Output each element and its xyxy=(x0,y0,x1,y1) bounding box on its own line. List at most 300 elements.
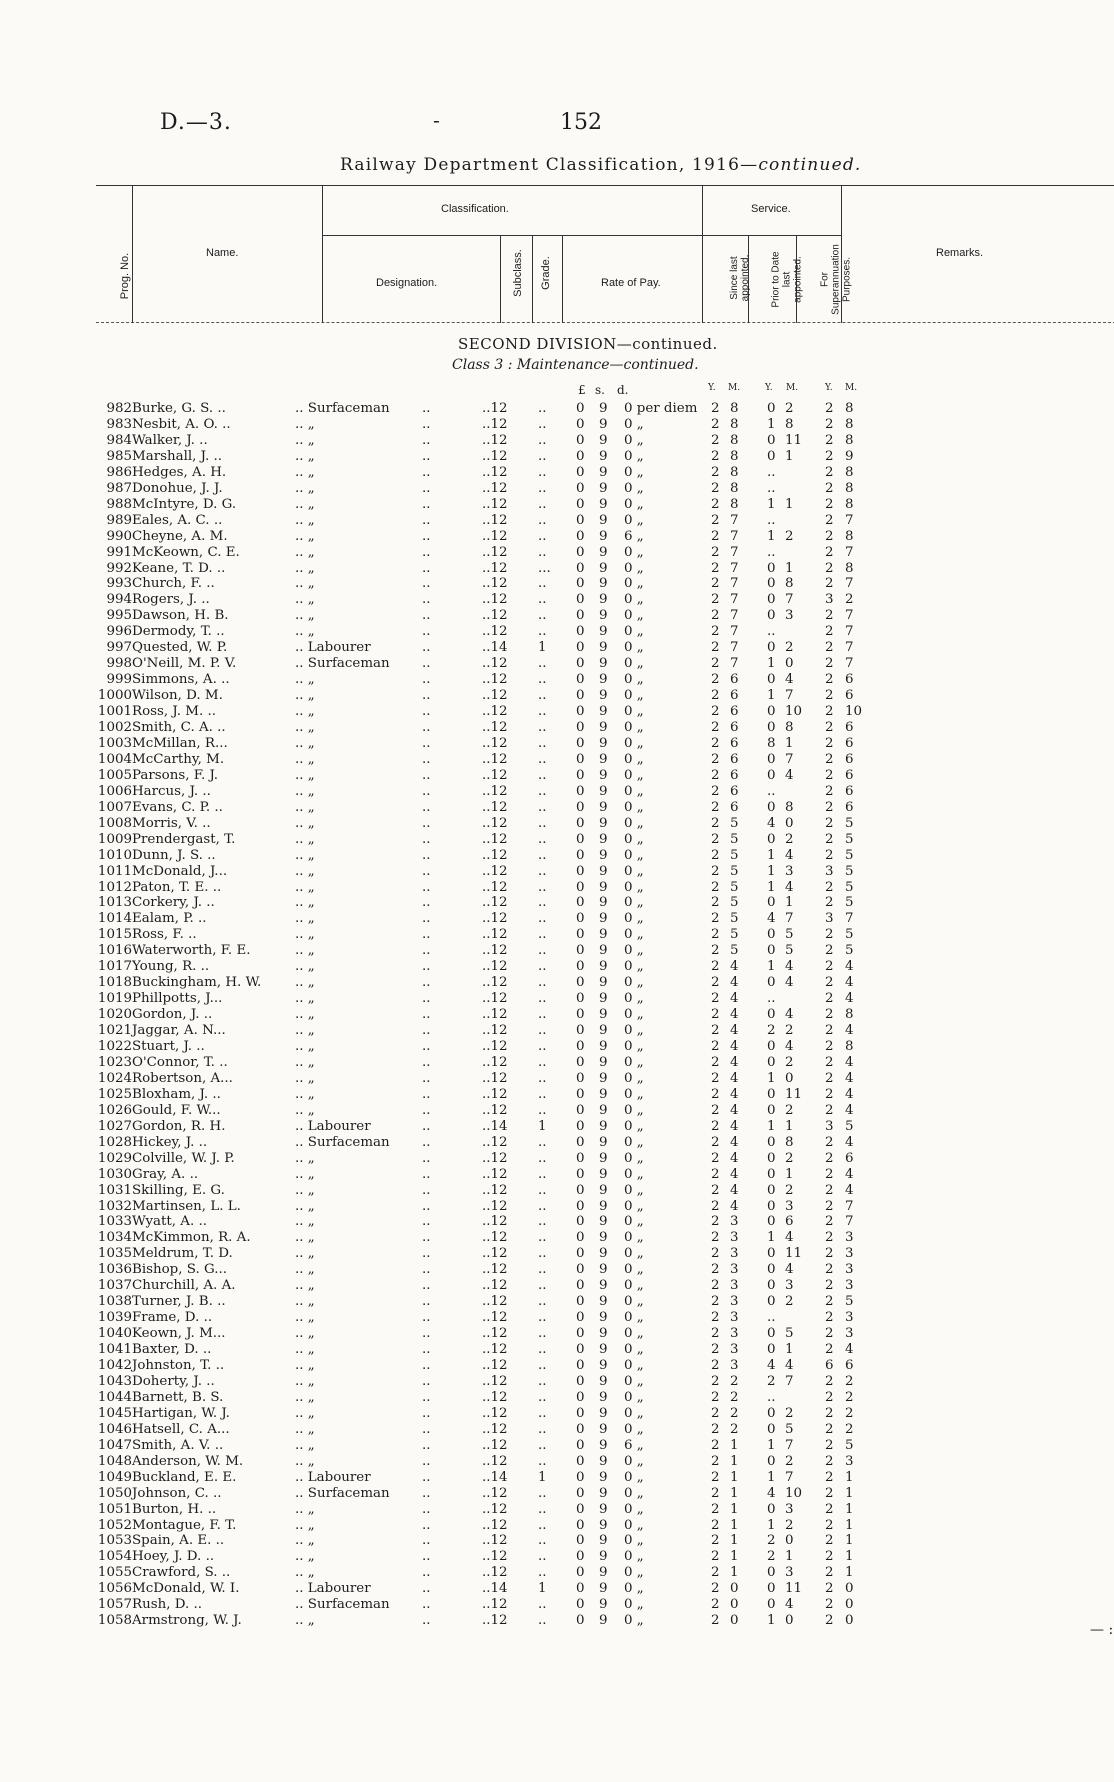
prior-months: 0 xyxy=(785,656,794,672)
pay-pence: 0 „ xyxy=(624,831,644,847)
prog-no: 990 xyxy=(106,528,132,544)
prior-months: 11 xyxy=(785,432,803,448)
since-months: 7 xyxy=(730,608,739,624)
since-years: 2 xyxy=(711,720,720,735)
pay-shillings: 9 xyxy=(599,1118,608,1134)
pay-pence: 0 „ xyxy=(624,416,644,432)
pay-shillings: 9 xyxy=(599,496,608,512)
pay-pence: 0 „ xyxy=(624,767,644,783)
pay-pounds: 0 xyxy=(576,1262,585,1278)
super-years: 2 xyxy=(825,1007,834,1023)
leader-dots: .. xyxy=(422,624,431,640)
grade: .. xyxy=(538,1134,547,1150)
grade: .. xyxy=(538,863,547,879)
designation: .. „ xyxy=(295,624,315,640)
prior-months: 8 xyxy=(785,1134,794,1150)
prior-months: 10 xyxy=(785,704,803,720)
prior-months: 2 xyxy=(785,1453,794,1469)
prior-years: 0 xyxy=(767,432,776,448)
grade: .. xyxy=(538,656,547,672)
grade: .. xyxy=(538,1533,547,1549)
pay-pence: 0 „ xyxy=(624,927,644,943)
designation: .. „ xyxy=(295,528,315,544)
prior-months: 2 xyxy=(785,1054,794,1070)
super-years: 2 xyxy=(825,688,834,704)
prog-no: 1019 xyxy=(97,991,132,1007)
pay-pence: 0 „ xyxy=(624,608,644,624)
subclass: ..12 xyxy=(482,1342,508,1358)
pay-pence: 0 „ xyxy=(624,1070,644,1086)
subclass: ..12 xyxy=(482,943,508,959)
prior-months: 1 xyxy=(785,448,794,464)
super-months: 8 xyxy=(845,432,854,448)
subclass: ..14 xyxy=(482,1469,508,1485)
super-months: 4 xyxy=(845,1182,854,1198)
prior-years: 0 xyxy=(767,1421,776,1437)
prior-years: .. xyxy=(767,991,776,1007)
super-months: 4 xyxy=(845,1134,854,1150)
pay-shillings: 9 xyxy=(599,1246,608,1262)
since-years: 2 xyxy=(711,1453,720,1469)
pay-shillings: 9 xyxy=(599,1150,608,1166)
prior-years: 0 xyxy=(767,608,776,624)
col-rate-of-pay: Rate of Pay. xyxy=(601,277,661,289)
super-years: 2 xyxy=(825,831,834,847)
pay-shillings: 9 xyxy=(599,1278,608,1294)
prior-months: 11 xyxy=(785,1581,803,1597)
staff-name: Bloxham, J. .. xyxy=(132,1086,221,1102)
prior-years: 1 xyxy=(767,1230,776,1246)
prior-months: 1 xyxy=(785,1118,794,1134)
grade: .. xyxy=(538,815,547,831)
subclass: ..12 xyxy=(482,592,508,608)
since-months: 6 xyxy=(730,688,739,704)
pay-shillings: 9 xyxy=(599,1437,608,1453)
pay-pounds: 0 xyxy=(576,1023,585,1039)
super-months: 0 xyxy=(845,1597,854,1613)
staff-name: Smith, A. V. .. xyxy=(132,1437,224,1453)
designation: .. „ xyxy=(295,1039,315,1054)
prior-years: 0 xyxy=(767,560,776,576)
grade: .. xyxy=(538,464,547,480)
pay-pounds: 0 xyxy=(576,401,585,416)
leader-dots: .. xyxy=(422,672,431,688)
leader-dots: .. xyxy=(422,656,431,672)
super-months: 5 xyxy=(845,1294,854,1310)
pay-pence: 0 „ xyxy=(624,1581,644,1597)
prior-months: 2 xyxy=(785,401,794,416)
since-months: 7 xyxy=(730,544,739,560)
pay-shillings: 9 xyxy=(599,1086,608,1102)
pay-shillings: 9 xyxy=(599,1230,608,1246)
prog-no: 1022 xyxy=(97,1039,132,1054)
pay-shillings: 9 xyxy=(599,959,608,975)
designation: .. „ xyxy=(295,560,315,576)
subclass: ..12 xyxy=(482,1453,508,1469)
staff-name: McMillan, R... xyxy=(132,735,228,751)
subclass: ..12 xyxy=(482,1533,508,1549)
prog-no: 1023 xyxy=(97,1054,132,1070)
pay-pounds: 0 xyxy=(576,959,585,975)
super-months: 7 xyxy=(845,1214,854,1230)
prior-years: 1 xyxy=(767,496,776,512)
prog-no: 995 xyxy=(106,608,132,624)
prior-years: 2 xyxy=(767,1533,776,1549)
pay-pounds: 0 xyxy=(576,879,585,895)
subclass: ..12 xyxy=(482,1549,508,1565)
super-months: 9 xyxy=(845,448,854,464)
pay-shillings: 9 xyxy=(599,751,608,767)
grade: .. xyxy=(538,1342,547,1358)
since-years: 2 xyxy=(711,1485,720,1501)
since-months: 4 xyxy=(730,1007,739,1023)
designation: .. „ xyxy=(295,831,315,847)
pay-shillings: 9 xyxy=(599,401,608,416)
staff-name: Keown, J. M... xyxy=(132,1326,226,1342)
staff-name: Skilling, E. G. xyxy=(132,1182,225,1198)
subclass: ..12 xyxy=(482,767,508,783)
since-months: 4 xyxy=(730,1023,739,1039)
leader-dots: .. xyxy=(422,640,431,656)
since-years: 2 xyxy=(711,480,720,496)
designation: .. „ xyxy=(295,959,315,975)
since-years: 2 xyxy=(711,1182,720,1198)
subclass: ..12 xyxy=(482,1070,508,1086)
prog-no: 1005 xyxy=(97,767,132,783)
prior-years: 1 xyxy=(767,688,776,704)
pay-pence: 0 „ xyxy=(624,688,644,704)
since-months: 4 xyxy=(730,1134,739,1150)
since-months: 1 xyxy=(730,1501,739,1517)
prior-years: 1 xyxy=(767,879,776,895)
subclass: ..14 xyxy=(482,1118,508,1134)
prior-months: 8 xyxy=(785,576,794,592)
since-months: 5 xyxy=(730,831,739,847)
subclass: ..12 xyxy=(482,1230,508,1246)
super-years: 2 xyxy=(825,1389,834,1405)
leader-dots: .. xyxy=(422,608,431,624)
leader-dots: .. xyxy=(422,480,431,496)
prior-months: 2 xyxy=(785,1102,794,1118)
grade: .. xyxy=(538,1102,547,1118)
prior-years: 0 xyxy=(767,1597,776,1613)
pay-pence: 0 „ xyxy=(624,959,644,975)
prior-months: 3 xyxy=(785,1198,794,1214)
since-years: 2 xyxy=(711,863,720,879)
leader-dots: .. xyxy=(422,1262,431,1278)
leader-dots: .. xyxy=(422,991,431,1007)
designation: .. Labourer xyxy=(295,1581,371,1597)
staff-name: Burke, G. S. .. xyxy=(132,401,226,416)
staff-name: Dunn, J. S. .. xyxy=(132,847,216,863)
leader-dots: .. xyxy=(422,1549,431,1565)
since-years: 2 xyxy=(711,1533,720,1549)
designation: .. „ xyxy=(295,1246,315,1262)
super-years: 2 xyxy=(825,640,834,656)
prog-no: 1031 xyxy=(97,1182,132,1198)
prog-no: 1014 xyxy=(97,911,132,927)
super-years: 2 xyxy=(825,656,834,672)
super-years: 2 xyxy=(825,1182,834,1198)
grade: .. xyxy=(538,991,547,1007)
prog-no: 1012 xyxy=(97,879,132,895)
prog-no: 1013 xyxy=(97,895,132,911)
super-years: 2 xyxy=(825,895,834,911)
since-years: 2 xyxy=(711,1342,720,1358)
pay-pence: 0 „ xyxy=(624,815,644,831)
grade: .. xyxy=(538,1278,547,1294)
subclass: ..12 xyxy=(482,1086,508,1102)
pay-pounds: 0 xyxy=(576,624,585,640)
pay-shillings: 9 xyxy=(599,608,608,624)
designation: .. Labourer xyxy=(295,1469,371,1485)
pay-pence: 0 „ xyxy=(624,1501,644,1517)
pay-pounds: 0 xyxy=(576,1421,585,1437)
prior-months: 3 xyxy=(785,1501,794,1517)
subclass: ..12 xyxy=(482,608,508,624)
prior-years: 1 xyxy=(767,1437,776,1453)
prior-months: 11 xyxy=(785,1086,803,1102)
staff-name: Buckland, E. E. xyxy=(132,1469,237,1485)
pay-pence: 0 „ xyxy=(624,975,644,991)
since-years: 2 xyxy=(711,496,720,512)
staff-name: Marshall, J. .. xyxy=(132,448,223,464)
pay-pounds: 0 xyxy=(576,799,585,815)
class-heading: Class 3 : Maintenance—continued. xyxy=(452,357,699,373)
grade: .. xyxy=(538,799,547,815)
since-years: 2 xyxy=(711,464,720,480)
designation: .. „ xyxy=(295,1214,315,1230)
designation: .. Surfaceman xyxy=(295,1485,390,1501)
subclass: ..12 xyxy=(482,704,508,720)
grade: .. xyxy=(538,1597,547,1613)
leader-dots: .. xyxy=(422,1501,431,1517)
pay-pence: 0 „ xyxy=(624,512,644,528)
super-years: 2 xyxy=(825,1230,834,1246)
since-months: 1 xyxy=(730,1565,739,1581)
prior-years: 1 xyxy=(767,863,776,879)
pay-shillings: 9 xyxy=(599,1262,608,1278)
grade: .. xyxy=(538,576,547,592)
designation: .. Surfaceman xyxy=(295,1134,390,1150)
prior-years: 0 xyxy=(767,1039,776,1054)
super-years: 2 xyxy=(825,464,834,480)
grade: .. xyxy=(538,1150,547,1166)
staff-name: Young, R. .. xyxy=(132,959,210,975)
pay-pence: 0 „ xyxy=(624,432,644,448)
grade: .. xyxy=(538,624,547,640)
since-years: 2 xyxy=(711,1405,720,1421)
leader-dots: .. xyxy=(422,432,431,448)
prior-years: .. xyxy=(767,624,776,640)
staff-name: Spain, A. E. .. xyxy=(132,1533,225,1549)
designation: .. „ xyxy=(295,799,315,815)
pay-pence: 0 „ xyxy=(624,624,644,640)
designation: .. „ xyxy=(295,1453,315,1469)
since-years: 2 xyxy=(711,416,720,432)
designation: .. „ xyxy=(295,879,315,895)
since-months: 5 xyxy=(730,815,739,831)
super-months: 4 xyxy=(845,1342,854,1358)
super-months: 3 xyxy=(845,1326,854,1342)
staff-name: Morris, V. .. xyxy=(132,815,211,831)
grade: .. xyxy=(538,1054,547,1070)
grade: .. xyxy=(538,1421,547,1437)
pay-shillings: 9 xyxy=(599,943,608,959)
since-months: 5 xyxy=(730,911,739,927)
prog-no: 1017 xyxy=(97,959,132,975)
staff-name: Gordon, J. .. xyxy=(132,1007,213,1023)
since-months: 5 xyxy=(730,863,739,879)
pay-pounds: 0 xyxy=(576,1326,585,1342)
pay-pounds: 0 xyxy=(576,895,585,911)
prior-years: 0 xyxy=(767,592,776,608)
pay-pounds: 0 xyxy=(576,991,585,1007)
prog-no: 1011 xyxy=(97,863,132,879)
pay-shillings: 9 xyxy=(599,560,608,576)
staff-name: Baxter, D. .. xyxy=(132,1342,212,1358)
leader-dots: .. xyxy=(422,1182,431,1198)
leader-dots: .. xyxy=(422,1342,431,1358)
subclass: ..12 xyxy=(482,1373,508,1389)
prior-months: 11 xyxy=(785,1246,803,1262)
super-months: 4 xyxy=(845,1054,854,1070)
pay-pounds: 0 xyxy=(576,496,585,512)
super-months: 5 xyxy=(845,847,854,863)
prior-years: 0 xyxy=(767,720,776,735)
leader-dots: .. xyxy=(422,528,431,544)
super-months: 1 xyxy=(845,1485,854,1501)
prior-years: 2 xyxy=(767,1023,776,1039)
prior-months: 5 xyxy=(785,943,794,959)
staff-name: Barnett, B. S. xyxy=(132,1389,224,1405)
designation: .. „ xyxy=(295,1613,315,1629)
prior-months: 1 xyxy=(785,1549,794,1565)
prog-no: 1035 xyxy=(97,1246,132,1262)
pay-shillings: 9 xyxy=(599,480,608,496)
staff-name: Paton, T. E. .. xyxy=(132,879,222,895)
prior-years: 2 xyxy=(767,1549,776,1565)
super-months: 5 xyxy=(845,927,854,943)
prior-years: 0 xyxy=(767,1501,776,1517)
pay-shillings: 9 xyxy=(599,1469,608,1485)
super-years: 2 xyxy=(825,1310,834,1326)
super-months: 3 xyxy=(845,1453,854,1469)
prog-no: 1053 xyxy=(97,1533,132,1549)
leader-dots: .. xyxy=(422,783,431,799)
prog-no: 1042 xyxy=(97,1358,132,1373)
super-months: 0 xyxy=(845,1581,854,1597)
pay-pounds: 0 xyxy=(576,1039,585,1054)
designation: .. „ xyxy=(295,751,315,767)
pay-shillings: 9 xyxy=(599,895,608,911)
prior-years: 0 xyxy=(767,751,776,767)
pay-shillings: 9 xyxy=(599,1597,608,1613)
subclass: ..12 xyxy=(482,1326,508,1342)
staff-name: Buckingham, H. W. xyxy=(132,975,262,991)
prior-months: 3 xyxy=(785,863,794,879)
since-months: 4 xyxy=(730,959,739,975)
designation: .. „ xyxy=(295,1023,315,1039)
since-years: 2 xyxy=(711,512,720,528)
prior-months: 1 xyxy=(785,560,794,576)
pay-pounds: 0 xyxy=(576,1517,585,1533)
since-years: 2 xyxy=(711,1007,720,1023)
grade: .. xyxy=(538,1437,547,1453)
staff-name: Keane, T. D. .. xyxy=(132,560,226,576)
super-months: 4 xyxy=(845,975,854,991)
subclass: ..12 xyxy=(482,975,508,991)
col-service: Service. xyxy=(751,203,791,215)
pay-pence: 0 „ xyxy=(624,656,644,672)
grade: .. xyxy=(538,544,547,560)
prior-years: 0 xyxy=(767,927,776,943)
prior-years: 4 xyxy=(767,1485,776,1501)
since-years: 2 xyxy=(711,1469,720,1485)
since-months: 5 xyxy=(730,895,739,911)
grade: .. xyxy=(538,831,547,847)
since-months: 7 xyxy=(730,624,739,640)
grade: .. xyxy=(538,927,547,943)
subclass: ..12 xyxy=(482,895,508,911)
pay-pence: 0 „ xyxy=(624,847,644,863)
since-months: 3 xyxy=(730,1214,739,1230)
super-years: 2 xyxy=(825,1421,834,1437)
pay-shillings: 9 xyxy=(599,1389,608,1405)
prior-years: 0 xyxy=(767,1198,776,1214)
since-months: 2 xyxy=(730,1389,739,1405)
grade: .. xyxy=(538,528,547,544)
pay-shillings: 9 xyxy=(599,544,608,560)
since-months: 4 xyxy=(730,1054,739,1070)
prog-no: 1025 xyxy=(97,1086,132,1102)
prog-no: 996 xyxy=(106,624,132,640)
staff-name: Prendergast, T. xyxy=(132,831,236,847)
col-classification: Classification. xyxy=(441,203,509,215)
prior-years: 0 xyxy=(767,704,776,720)
pay-pounds: 0 xyxy=(576,656,585,672)
super-years: 2 xyxy=(825,704,834,720)
pay-pence: 0 „ xyxy=(624,1118,644,1134)
prog-no: 1029 xyxy=(97,1150,132,1166)
staff-name: Hickey, J. .. xyxy=(132,1134,208,1150)
pay-pounds: 0 xyxy=(576,512,585,528)
leader-dots: .. xyxy=(422,401,431,416)
subclass: ..12 xyxy=(482,576,508,592)
pay-shillings: 9 xyxy=(599,720,608,735)
leader-dots: .. xyxy=(422,1326,431,1342)
grade: .. xyxy=(538,1310,547,1326)
grade: .. xyxy=(538,672,547,688)
unit-pounds: £ xyxy=(578,383,586,397)
designation: .. „ xyxy=(295,1549,315,1565)
super-years: 2 xyxy=(825,1613,834,1629)
pay-pounds: 0 xyxy=(576,1469,585,1485)
since-months: 4 xyxy=(730,1150,739,1166)
pay-pounds: 0 xyxy=(576,1134,585,1150)
leader-dots: .. xyxy=(422,911,431,927)
pay-pence: 0 „ xyxy=(624,560,644,576)
pay-pounds: 0 xyxy=(576,1182,585,1198)
staff-name: Corkery, J. .. xyxy=(132,895,215,911)
grade: .. xyxy=(538,735,547,751)
since-months: 1 xyxy=(730,1533,739,1549)
designation: .. „ xyxy=(295,464,315,480)
pay-pence: 0 „ xyxy=(624,1485,644,1501)
prior-years: 0 xyxy=(767,1342,776,1358)
subclass: ..12 xyxy=(482,1023,508,1039)
pay-pence: 0 „ xyxy=(624,863,644,879)
